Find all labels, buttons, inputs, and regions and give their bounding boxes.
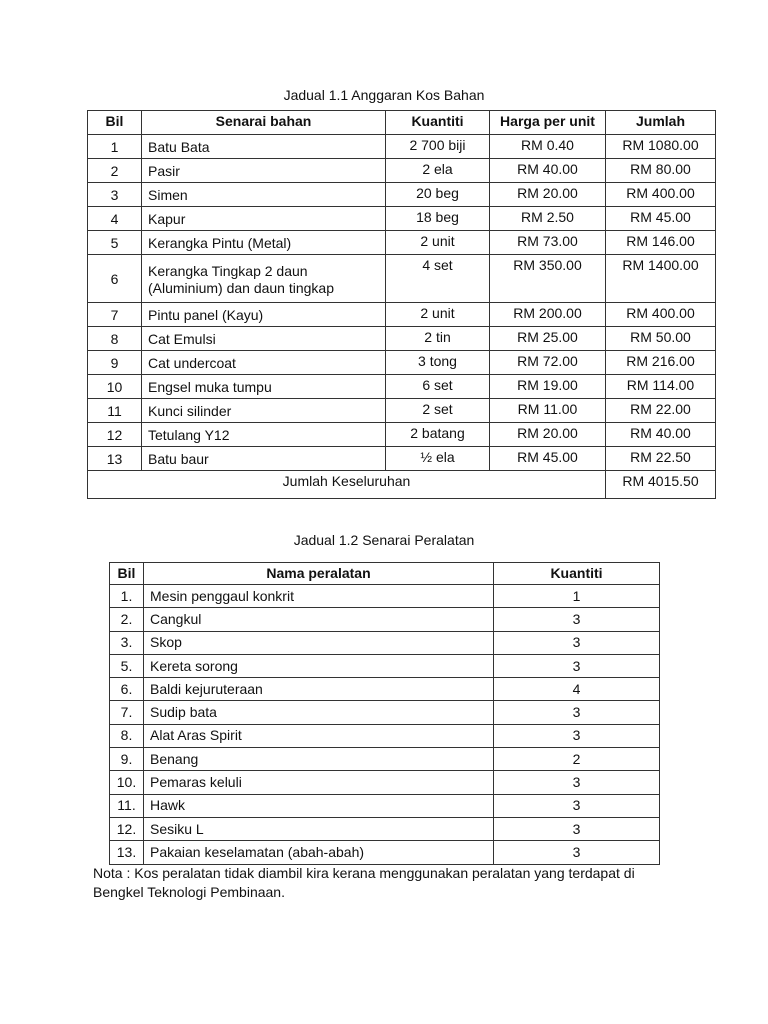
row-bil: 3.: [110, 631, 144, 654]
row-bil: 9.: [110, 748, 144, 771]
table2-row: [110, 817, 660, 840]
row-bil: 4: [88, 207, 142, 231]
table2-row: [110, 771, 660, 794]
row-nama-peralatan: Mesin penggaul konkrit: [144, 585, 494, 608]
row-harga: RM 45.00: [490, 447, 606, 471]
table2-row: [110, 841, 660, 864]
header-senarai-bahan: Senarai bahan: [142, 111, 386, 135]
header-jumlah: Jumlah: [606, 111, 716, 135]
row-kuantiti: 3: [494, 841, 660, 864]
row-jumlah: RM 216.00: [606, 351, 716, 375]
row-bahan: Cat undercoat: [142, 351, 386, 375]
row-bahan: Batu baur: [142, 447, 386, 471]
row-kuantiti: 4: [494, 678, 660, 701]
header-bil: Bil: [110, 563, 144, 585]
row-bil: 2: [88, 159, 142, 183]
row-nama-peralatan: Benang: [144, 748, 494, 771]
table1-row: [88, 135, 716, 159]
row-bahan: Pasir: [142, 159, 386, 183]
table1-row: [88, 183, 716, 207]
row-harga: RM 350.00: [490, 255, 606, 303]
row-bil: 3: [88, 183, 142, 207]
table1-row: [88, 423, 716, 447]
material-cost-table: [87, 110, 716, 499]
row-jumlah: RM 50.00: [606, 327, 716, 351]
table1-row: [88, 375, 716, 399]
row-kuantiti: ½ ela: [386, 447, 490, 471]
header-bil: Bil: [88, 111, 142, 135]
row-nama-peralatan: Baldi kejuruteraan: [144, 678, 494, 701]
row-harga: RM 72.00: [490, 351, 606, 375]
row-kuantiti: 2 batang: [386, 423, 490, 447]
table1-row: [88, 327, 716, 351]
row-kuantiti: 2 unit: [386, 303, 490, 327]
row-nama-peralatan: Skop: [144, 631, 494, 654]
row-jumlah: RM 400.00: [606, 183, 716, 207]
row-kuantiti: 3: [494, 608, 660, 631]
row-kuantiti: 3: [494, 724, 660, 747]
row-bil: 1: [88, 135, 142, 159]
row-kuantiti: 3: [494, 771, 660, 794]
row-bil: 2.: [110, 608, 144, 631]
row-kuantiti: 2 700 biji: [386, 135, 490, 159]
row-harga: RM 0.40: [490, 135, 606, 159]
row-jumlah: RM 80.00: [606, 159, 716, 183]
table1-row: [88, 399, 716, 423]
row-kuantiti: 3 tong: [386, 351, 490, 375]
row-bil: 13: [88, 447, 142, 471]
row-jumlah: RM 45.00: [606, 207, 716, 231]
row-nama-peralatan: Sudip bata: [144, 701, 494, 724]
row-bil: 9: [88, 351, 142, 375]
table2-row: [110, 585, 660, 608]
table2-row: [110, 748, 660, 771]
row-jumlah: RM 400.00: [606, 303, 716, 327]
row-kuantiti: 18 beg: [386, 207, 490, 231]
row-bil: 10.: [110, 771, 144, 794]
row-kuantiti: 20 beg: [386, 183, 490, 207]
row-bil: 5.: [110, 654, 144, 677]
row-harga: RM 2.50: [490, 207, 606, 231]
row-bahan: Pintu panel (Kayu): [142, 303, 386, 327]
header-nama-peralatan: Nama peralatan: [144, 563, 494, 585]
row-bil: 8: [88, 327, 142, 351]
table2-row: [110, 608, 660, 631]
row-harga: RM 11.00: [490, 399, 606, 423]
row-jumlah: RM 1400.00: [606, 255, 716, 303]
row-harga: RM 200.00: [490, 303, 606, 327]
row-kuantiti: 3: [494, 654, 660, 677]
row-nama-peralatan: Sesiku L: [144, 817, 494, 840]
row-bil: 11.: [110, 794, 144, 817]
table2-row: [110, 631, 660, 654]
row-kuantiti: 2 ela: [386, 159, 490, 183]
table1-row: [88, 255, 716, 303]
table2-row: [110, 794, 660, 817]
row-kuantiti: 1: [494, 585, 660, 608]
table2-caption: Jadual 1.2 Senarai Peralatan: [293, 532, 475, 548]
header-kuantiti: Kuantiti: [386, 111, 490, 135]
row-nama-peralatan: Alat Aras Spirit: [144, 724, 494, 747]
row-nama-peralatan: Hawk: [144, 794, 494, 817]
row-bil: 10: [88, 375, 142, 399]
footnote: Nota : Kos peralatan tidak diambil kira kerana menggunakan peralatan yang terdapat di Bengkel Teknologi Pembinaan.: [93, 865, 635, 900]
row-jumlah: RM 1080.00: [606, 135, 716, 159]
table1-row: [88, 159, 716, 183]
table2-row: [110, 654, 660, 677]
row-kuantiti: 3: [494, 794, 660, 817]
row-bahan: Kerangka Pintu (Metal): [142, 231, 386, 255]
row-kuantiti: 3: [494, 701, 660, 724]
row-kuantiti: 4 set: [386, 255, 490, 303]
header-kuantiti: Kuantiti: [494, 563, 660, 585]
row-bahan: Tetulang Y12: [142, 423, 386, 447]
row-bahan: Kerangka Tingkap 2 daun (Aluminium) dan daun tingkap: [142, 255, 386, 303]
row-nama-peralatan: Cangkul: [144, 608, 494, 631]
table1-total-row: [88, 471, 716, 499]
row-nama-peralatan: Pakaian keselamatan (abah-abah): [144, 841, 494, 864]
table2-row: [110, 701, 660, 724]
row-bil: 7: [88, 303, 142, 327]
row-bahan: Batu Bata: [142, 135, 386, 159]
row-nama-peralatan: Pemaras keluli: [144, 771, 494, 794]
total-label: Jumlah Keseluruhan: [88, 471, 606, 499]
row-harga: RM 19.00: [490, 375, 606, 399]
row-kuantiti: 2: [494, 748, 660, 771]
row-bahan: Kapur: [142, 207, 386, 231]
row-bil: 7.: [110, 701, 144, 724]
row-nama-peralatan: Kereta sorong: [144, 654, 494, 677]
row-bil: 5: [88, 231, 142, 255]
row-jumlah: RM 114.00: [606, 375, 716, 399]
table1-row: [88, 447, 716, 471]
table2-row: [110, 678, 660, 701]
row-bil: 8.: [110, 724, 144, 747]
table2-row: [110, 724, 660, 747]
row-bahan: Simen: [142, 183, 386, 207]
row-kuantiti: 6 set: [386, 375, 490, 399]
row-harga: RM 25.00: [490, 327, 606, 351]
row-harga: RM 73.00: [490, 231, 606, 255]
row-jumlah: RM 22.00: [606, 399, 716, 423]
row-bil: 6.: [110, 678, 144, 701]
row-bil: 12.: [110, 817, 144, 840]
row-bil: 6: [88, 255, 142, 303]
table1-row: [88, 231, 716, 255]
row-bahan: Engsel muka tumpu: [142, 375, 386, 399]
row-jumlah: RM 40.00: [606, 423, 716, 447]
table1-row: [88, 351, 716, 375]
table1-header-row: [88, 111, 716, 135]
row-bil: 12: [88, 423, 142, 447]
table1-caption: Jadual 1.1 Anggaran Kos Bahan: [283, 87, 485, 103]
row-kuantiti: 2 unit: [386, 231, 490, 255]
row-harga: RM 40.00: [490, 159, 606, 183]
row-jumlah: RM 22.50: [606, 447, 716, 471]
table1-row: [88, 303, 716, 327]
row-kuantiti: 3: [494, 817, 660, 840]
row-jumlah: RM 146.00: [606, 231, 716, 255]
row-harga: RM 20.00: [490, 183, 606, 207]
row-bahan: Kunci silinder: [142, 399, 386, 423]
row-harga: RM 20.00: [490, 423, 606, 447]
row-bil: 1.: [110, 585, 144, 608]
row-kuantiti: 3: [494, 631, 660, 654]
row-bil: 11: [88, 399, 142, 423]
total-value: RM 4015.50: [606, 471, 716, 499]
row-bil: 13.: [110, 841, 144, 864]
table2-header-row: [110, 563, 660, 585]
row-kuantiti: 2 set: [386, 399, 490, 423]
row-kuantiti: 2 tin: [386, 327, 490, 351]
row-bahan: Cat Emulsi: [142, 327, 386, 351]
equipment-table: [109, 562, 660, 865]
header-harga-per-unit: Harga per unit: [490, 111, 606, 135]
table1-row: [88, 207, 716, 231]
